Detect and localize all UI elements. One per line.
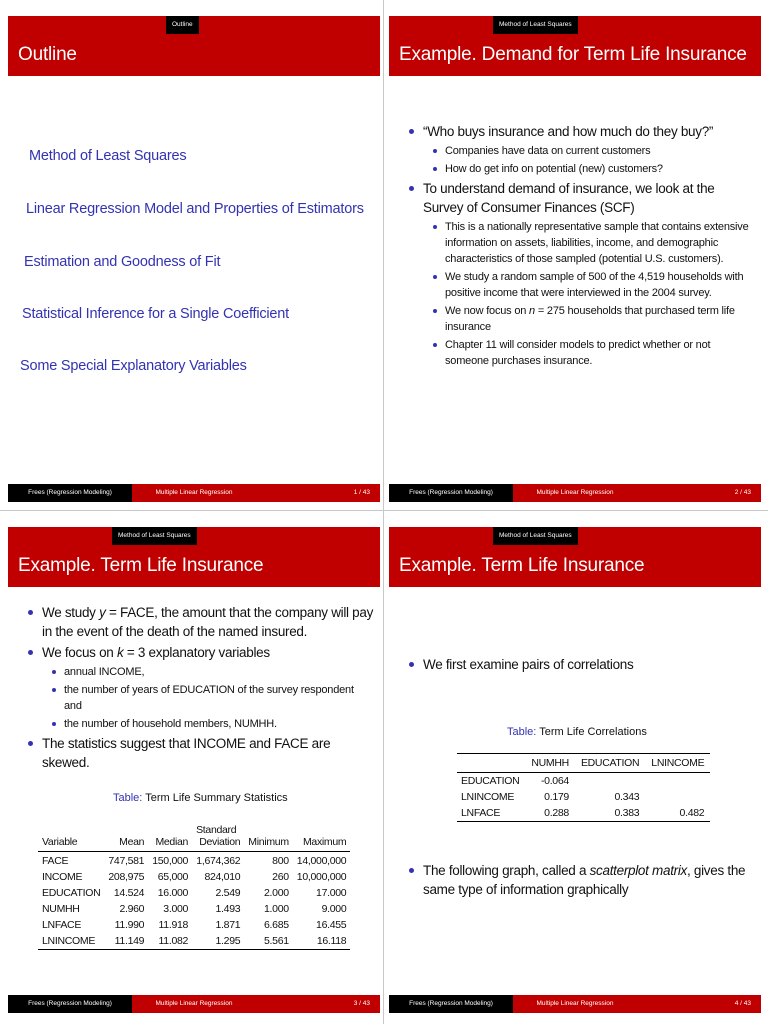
list-item (389, 179, 761, 369)
bullet-text: We study a random sample of 500 of the 4,519 households with positive income that were interviewed in the 2004 survey. (445, 271, 744, 299)
list-item (8, 643, 380, 732)
table-cell: EDUCATION (42, 887, 101, 899)
table-cell: 11.990 (114, 919, 145, 931)
slide-3 (8, 517, 380, 1013)
section-nav-bar (8, 16, 380, 34)
table-row (38, 869, 350, 885)
table-header-row-top (38, 824, 350, 836)
list-item (423, 303, 755, 335)
slide-title: Example. Term Life Insurance (389, 545, 761, 587)
slide-title: Example. Demand for Term Life Insurance (389, 34, 761, 76)
section-nav-bar (389, 527, 761, 545)
table-cell: 16.118 (316, 935, 347, 947)
bullet-list (8, 603, 380, 772)
bullet-text: Chapter 11 will consider models to predict whether or not someone purchases insurance. (445, 339, 711, 367)
slide-content (8, 603, 380, 774)
table-cell: LNINCOME (42, 935, 96, 947)
caption-text: Term Life Summary Statistics (145, 792, 288, 804)
table-cell: 14,000,000 (296, 855, 347, 867)
table-cell: 1,674,362 (196, 855, 241, 867)
bullet-text: , gives the same type of information graphically (423, 863, 746, 897)
outline-item-regression-model[interactable]: Linear Regression Model and Properties of Estimators (26, 201, 364, 217)
table-cell: 1.493 (215, 903, 241, 915)
slide-title: Example. Term Life Insurance (8, 545, 380, 587)
outline-item-statistical-inference[interactable]: Statistical Inference for a Single Coefficient (22, 306, 289, 322)
table-cell: 65,000 (157, 871, 189, 883)
table-cell: 9.000 (321, 903, 347, 915)
table-header-row (457, 754, 710, 773)
slide-footer (8, 484, 380, 502)
table-cell: 2.960 (119, 903, 145, 915)
table-cell: 1.295 (215, 935, 241, 947)
list-item (389, 655, 761, 674)
bullet-list (389, 655, 761, 674)
table-caption (507, 726, 647, 738)
bullet-icon (433, 167, 437, 171)
caption-label: Table: (507, 726, 537, 738)
footer-author: Frees (Regression Modeling) (389, 995, 513, 1013)
table-cell: FACE (42, 855, 69, 867)
footer-title: Multiple Linear Regression (513, 995, 637, 1013)
column-header: Variable (42, 836, 78, 848)
sub-bullet-list (423, 219, 755, 369)
list-item (423, 161, 755, 177)
variable-n: n (529, 305, 535, 317)
nav-section-label[interactable]: Method of Least Squares (493, 16, 578, 34)
list-item (423, 269, 755, 301)
summary-statistics-table (38, 824, 350, 950)
table-cell: 1.871 (215, 919, 241, 931)
bullet-icon (433, 149, 437, 153)
list-item (423, 219, 755, 267)
table-cell: NUMHH (42, 903, 80, 915)
table-cell: 10,000,000 (296, 871, 347, 883)
bullet-icon (28, 741, 33, 746)
footer-page-number: 3 / 43 (256, 995, 380, 1013)
table-cell: 800 (272, 855, 289, 867)
emphasis-text: scatterplot matrix (589, 863, 687, 878)
slide-4 (389, 517, 761, 1013)
bullet-icon (409, 662, 414, 667)
slide-content (389, 122, 761, 371)
bullet-text: We focus on (42, 645, 117, 660)
column-header-standard: Standard (196, 824, 237, 836)
table-cell: 16.455 (316, 919, 347, 931)
table-cell: LNINCOME (461, 791, 515, 803)
column-header (457, 754, 525, 773)
table-row (457, 805, 710, 822)
nav-section-label[interactable]: Method of Least Squares (493, 527, 578, 545)
slide-2 (389, 6, 761, 502)
footer-title: Multiple Linear Regression (132, 995, 256, 1013)
table-cell: 3.000 (163, 903, 189, 915)
table-cell: 0.383 (614, 807, 640, 819)
slide-1 (8, 6, 380, 502)
variable-y: y (99, 605, 106, 620)
bullet-text: annual INCOME, (64, 666, 145, 678)
table-cell: 1.000 (264, 903, 289, 915)
table-cell: 2.549 (215, 887, 241, 899)
list-item (8, 734, 380, 772)
bullet-icon (28, 610, 33, 615)
nav-section-label[interactable]: Outline (166, 16, 199, 34)
table-row (38, 901, 350, 917)
bullet-text: the number of household members, NUMHH. (64, 718, 277, 730)
bullet-text: Companies have data on current customers (445, 145, 651, 157)
table-cell: 17.000 (316, 887, 347, 899)
bullet-text: The statistics suggest that INCOME and FACE are skewed. (42, 736, 331, 770)
footer-author: Frees (Regression Modeling) (389, 484, 513, 502)
nav-section-label[interactable]: Method of Least Squares (112, 527, 197, 545)
column-header: LNINCOME (651, 757, 705, 769)
table-cell: EDUCATION (461, 775, 520, 787)
bullet-icon (409, 868, 414, 873)
bullet-text: = 275 households that purchased term life insurance (445, 305, 735, 333)
table-cell: 16.000 (157, 887, 189, 899)
table-cell: 0.482 (679, 807, 705, 819)
table-row (38, 852, 350, 870)
caption-label: Table: (113, 792, 143, 804)
list-item (389, 122, 761, 177)
bullet-text: We now focus on (445, 305, 530, 317)
footer-title: Multiple Linear Regression (513, 484, 637, 502)
table-cell: 11.918 (158, 919, 189, 931)
table-cell: -0.064 (540, 775, 569, 787)
footer-title: Multiple Linear Regression (132, 484, 256, 502)
slide-footer (389, 995, 761, 1013)
correlation-table (457, 753, 710, 822)
table-cell: 208,975 (108, 871, 145, 883)
list-item (423, 337, 755, 369)
table-cell (575, 773, 645, 790)
table-header-row (38, 836, 350, 852)
bullet-icon (433, 275, 437, 279)
list-item (423, 143, 755, 159)
table-cell (645, 773, 710, 790)
list-item (389, 861, 761, 899)
table-cell: 11.082 (158, 935, 189, 947)
list-item (8, 603, 380, 641)
footer-page-number: 2 / 43 (637, 484, 761, 502)
outline-item-special-variables[interactable]: Some Special Explanatory Variables (20, 358, 247, 374)
column-header: EDUCATION (580, 757, 640, 769)
table-cell: 5.561 (264, 935, 289, 947)
bullet-list (389, 122, 761, 369)
table-cell: INCOME (42, 871, 83, 883)
slide-content (389, 655, 761, 676)
bullet-icon (409, 186, 414, 191)
bullet-text: To understand demand of insurance, we look at the Survey of Consumer Finances (SCF) (423, 181, 715, 215)
bullet-icon (52, 688, 56, 692)
list-item (42, 682, 374, 714)
bullet-list (389, 861, 761, 899)
slide-title: Outline (8, 34, 380, 76)
bullet-text: We study (42, 605, 100, 620)
caption-text: Term Life Correlations (539, 726, 647, 738)
outline-item-goodness-of-fit[interactable]: Estimation and Goodness of Fit (24, 254, 221, 270)
bullet-text: The following graph, called a (423, 863, 590, 878)
table-cell: 6.685 (264, 919, 289, 931)
bullet-text: the number of years of EDUCATION of the survey respondent and (64, 684, 354, 712)
list-item (42, 664, 374, 680)
table-cell: 260 (272, 871, 289, 883)
column-header: NUMHH (531, 757, 569, 769)
table-cell: 747,581 (108, 855, 145, 867)
bullet-icon (52, 670, 56, 674)
table-cell: LNFACE (461, 807, 501, 819)
vertical-divider (383, 0, 384, 1024)
table-cell (645, 789, 710, 805)
table-cell: 824,010 (204, 871, 241, 883)
table-row (38, 917, 350, 933)
column-header: Mean (119, 836, 145, 848)
bullet-icon (433, 343, 437, 347)
slide-footer (8, 995, 380, 1013)
bullet-icon (28, 650, 33, 655)
table-caption (113, 792, 288, 804)
table-cell: 2.000 (264, 887, 289, 899)
column-header: Deviation (199, 836, 241, 848)
bullet-text: How do get info on potential (new) customers? (445, 163, 663, 175)
table-cell: 0.343 (614, 791, 640, 803)
footer-author: Frees (Regression Modeling) (8, 484, 132, 502)
bullet-icon (433, 309, 437, 313)
bullet-text: “Who buys insurance and how much do they buy?” (423, 124, 714, 139)
bullet-icon (52, 722, 56, 726)
table-row (457, 789, 710, 805)
table-cell: 150,000 (152, 855, 189, 867)
column-header: Median (155, 836, 189, 848)
sub-bullet-list (423, 143, 755, 177)
horizontal-divider (0, 510, 768, 511)
bullet-text: = 3 explanatory variables (123, 645, 270, 660)
section-nav-bar (8, 527, 380, 545)
table-row (38, 885, 350, 901)
outline-item-least-squares[interactable]: Method of Least Squares (29, 148, 187, 164)
footer-author: Frees (Regression Modeling) (8, 995, 132, 1013)
column-header: Maximum (302, 836, 347, 848)
bullet-text: This is a nationally representative sample that contains extensive information on assets, liabilities, income, and demographic characteristics of those sampled (potential U.S. customers). (445, 221, 749, 265)
footer-page-number: 1 / 43 (256, 484, 380, 502)
footer-page-number: 4 / 43 (637, 995, 761, 1013)
table-row (38, 933, 350, 950)
table-cell: 0.179 (544, 791, 569, 803)
column-header: Minimum (248, 836, 289, 848)
bullet-icon (433, 225, 437, 229)
sub-bullet-list (42, 664, 374, 732)
slide-content-lower (389, 861, 761, 901)
bullet-text: We first examine pairs of correlations (423, 657, 634, 672)
bullet-icon (409, 129, 414, 134)
bullet-text: = FACE, the amount that the company will pay in the event of the death of the named insured. (42, 605, 374, 639)
table-cell: 14.524 (113, 887, 145, 899)
table-cell: 11.149 (114, 935, 145, 947)
section-nav-bar (389, 16, 761, 34)
table-cell: 0.288 (544, 807, 569, 819)
table-row (457, 773, 710, 790)
slide-footer (389, 484, 761, 502)
list-item (42, 716, 374, 732)
variable-k: k (116, 645, 124, 660)
table-cell: LNFACE (42, 919, 82, 931)
